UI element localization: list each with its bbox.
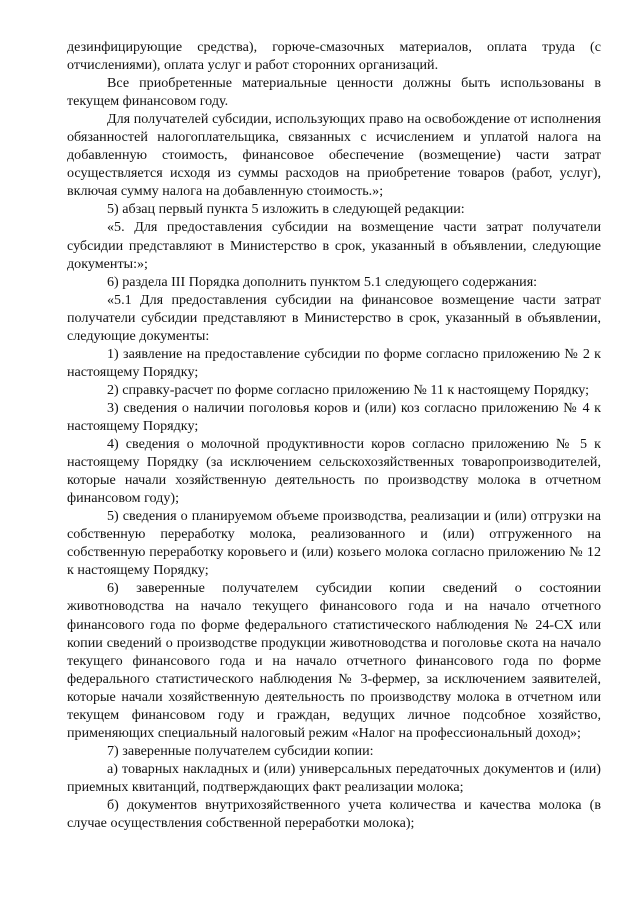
paragraph-item-5: 5) абзац первый пункта 5 изложить в следующей редакции:: [107, 201, 465, 218]
document-body: [67, 38, 601, 832]
paragraph-clause-5-text: «5. Для предоставления субсидии на возмещение части затрат получатели субсидии представляют в Министерство в срок, указанный в объявлении, следующие документы:»;: [67, 219, 601, 272]
paragraph-item-6: 6) раздела III Порядка дополнить пунктом 5.1 следующего содержания:: [107, 273, 538, 290]
list-item-5: 5) сведения о планируемом объеме производства, реализации и (или) отгрузки на собственную переработку молока, реализованного и (или) отгруженного на собственную переработку коровьего и (или) козьего молока согласно приложению № 12 к настоящему Порядку;: [67, 508, 601, 579]
paragraph-assets-usage: Все приобретенные материальные ценности должны быть использованы в текущем финансовом году.: [67, 75, 601, 110]
list-item-4: 4) сведения о молочной продуктивности коров согласно приложению № 5 к настоящему Порядку (за исключением сельскохозяйственных товаропроизводителей, которые начали хозяйственную деятельность по производству молока в отчетном финансовом году);: [67, 436, 601, 507]
list-item-7: 7) заверенные получателем субсидии копии:: [107, 742, 374, 759]
list-item-2: 2) справку-расчет по форме согласно приложению № 11 к настоящему Порядку;: [107, 381, 590, 398]
paragraph-continuation: дезинфицирующие средства), горюче-смазочных материалов, оплата труда (с отчислениями), оплата услуг и работ сторонних организаций.: [67, 39, 601, 74]
sub-item-b: б) документов внутрихозяйственного учета количества и качества молока (в случае осуществления собственной переработки молока);: [67, 796, 601, 832]
paragraph-clause-5-1-text: «5.1 Для предоставления субсидии на финансовое возмещение части затрат получатели субсидии представляют в Министерство в срок, указанный в объявлении, следующие документы:: [67, 291, 601, 344]
sub-item-a: а) товарных накладных и (или) универсальных передаточных документов и (или) приемных квитанций, подтверждающих факт реализации молока;: [67, 760, 601, 795]
list-item-3: 3) сведения о наличии поголовья коров и (или) коз согласно приложению № 4 к настоящему Порядку;: [67, 399, 601, 434]
list-item-6: 6) заверенные получателем субсидии копии сведений о состоянии животноводства на начало текущего финансового года и на начало отчетного финансового года по форме федерального статистического наблюдения № 24-СХ или копии сведений о производстве продукции животноводства и поголовье скота на начало текущего финансового года и на начало отчетного финансового года по форме федерального статистического наблюдения № 3-фермер, за исключением заявителей, которые начали хозяйственную деятельность по производству молока в отчетном или текущем финансовом году и граждан, ведущих личное подсобное хозяйство, применяющих специальный налоговый режим «Налог на профессиональный доход»;: [67, 580, 601, 741]
list-item-1: 1) заявление на предоставление субсидии по форме согласно приложению № 2 к настоящему Порядку;: [67, 345, 601, 380]
paragraph-vat-exemption: Для получателей субсидии, использующих право на освобождение от исполнения обязанностей налогоплательщика, связанных с исчислением и уплатой налога на добавленную стоимость, финансовое обеспечение (возмещение) части затрат осуществляется исходя из суммы расходов на приобретение товаров (работ, услуг), включая сумму налога на добавленную стоимость.»;: [67, 111, 601, 200]
